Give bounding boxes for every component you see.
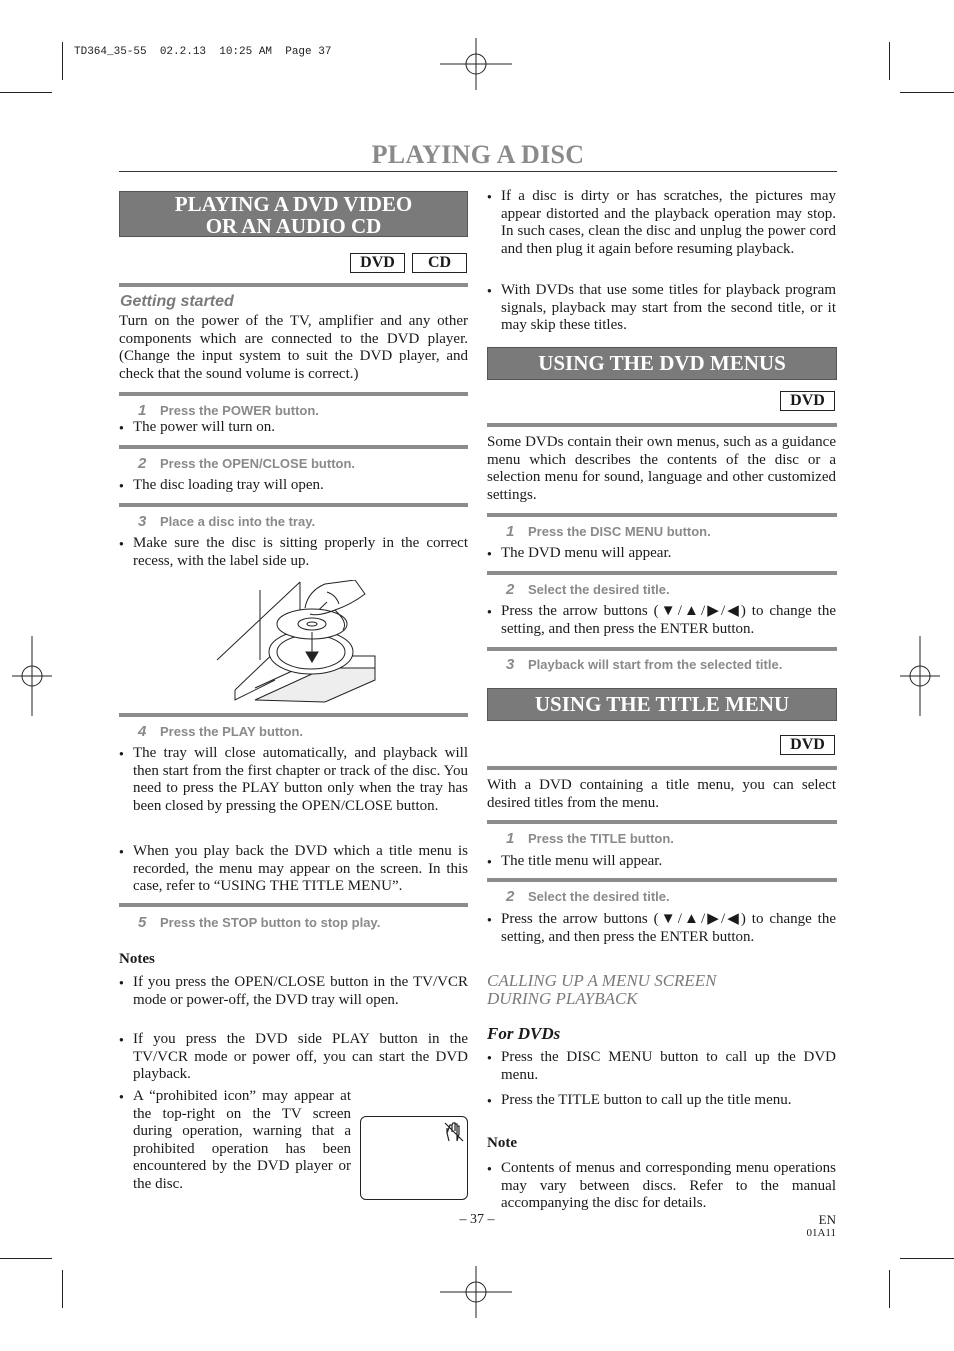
registration-mark-right — [900, 636, 940, 716]
step-text: Select the desired title. — [528, 889, 670, 904]
step-text: Press the TITLE button. — [528, 831, 674, 846]
crop-mark — [0, 1258, 52, 1259]
bullet: ● The DVD menu will appear. — [487, 545, 836, 563]
bullet: ● Press the DISC MENU button to call up the DVD menu. — [487, 1049, 836, 1084]
divider — [119, 392, 468, 396]
step-text: Press the PLAY button. — [160, 724, 304, 739]
disc-tray-illustration — [215, 580, 380, 705]
step-number: 1 — [506, 830, 515, 847]
bullet: ● The power will turn on. — [119, 419, 468, 437]
step-number: 4 — [138, 723, 147, 740]
step-1 — [138, 402, 319, 419]
note-item: ● If you press the DVD side PLAY button in the TV/VCR mode or power off, you can start the DVD playback. — [119, 1031, 468, 1084]
divider — [119, 283, 468, 287]
getting-started-heading: Getting started — [120, 293, 234, 310]
divider — [119, 903, 468, 907]
page-number: – 37 – — [459, 1212, 495, 1227]
bullet: ● The tray will close automatically, and playback will then start from the first chapter or track of the disc. You need to press the PLAY button only when the tray has been closed by pressing the OPEN/CLOSE button. — [119, 745, 468, 815]
crop-mark — [889, 42, 890, 80]
dvd-badge: DVD — [350, 253, 405, 273]
bullet: ● The disc loading tray will open. — [119, 477, 468, 495]
divider — [487, 766, 837, 770]
crop-mark — [900, 92, 954, 93]
crop-mark — [0, 92, 52, 93]
prohibited-hand-icon — [444, 1121, 464, 1143]
banner-line: OR AN AUDIO CD — [205, 214, 382, 238]
registration-mark-left — [12, 636, 52, 716]
bullet: ● Press the arrow buttons (▼/▲/▶/◀) to change the setting, and then press the ENTER button. — [487, 911, 836, 946]
bullet: ● The title menu will appear. — [487, 853, 836, 871]
crop-mark — [62, 42, 63, 80]
note-item: ● Contents of menus and corresponding menu operations may vary between discs. Refer to the manual accompanying the disc for details. — [487, 1160, 836, 1213]
step-3 — [138, 513, 315, 530]
notes-heading: Notes — [119, 951, 155, 967]
step-number: 3 — [506, 656, 515, 673]
title-menu-step-1 — [506, 830, 674, 847]
step-number: 1 — [506, 523, 515, 540]
note-item: ● A “prohibited icon” may appear at the top-right on the TV screen during operation, warning that a prohibited operation has been encountered by the DVD player or the disc. — [119, 1088, 351, 1194]
divider — [119, 445, 468, 449]
step-text: Select the desired title. — [528, 582, 670, 597]
dvd-badge: DVD — [780, 735, 835, 755]
calling-up-line: CALLING UP A MENU SCREEN — [487, 971, 717, 990]
step-2 — [138, 455, 355, 472]
cd-badge: CD — [412, 253, 467, 273]
step-number: 2 — [138, 455, 147, 472]
calling-up-heading — [487, 972, 836, 1008]
step-5 — [138, 914, 380, 931]
step-text: Press the OPEN/CLOSE button. — [160, 456, 356, 471]
bullet: ● Make sure the disc is sitting properly in the correct recess, with the label side up. — [119, 535, 468, 570]
dvd-menus-step-2 — [506, 581, 670, 598]
page-title: PLAYING A DISC — [371, 140, 585, 169]
divider — [487, 878, 837, 882]
dvd-menus-intro: Some DVDs contain their own menus, such as a guidance menu which describes the contents of the disc or a selection menu for sound, language and other customized settings. — [487, 434, 836, 503]
divider — [487, 423, 837, 427]
registration-mark-top — [440, 38, 512, 90]
doc-code: 01A11 — [806, 1227, 836, 1239]
title-menu-intro: With a DVD containing a title menu, you can select desired titles from the menu. — [487, 777, 836, 811]
bullet: ● When you play back the DVD which a title menu is recorded, the menu may appear on the screen. In this case, refer to “USING THE TITLE MENU”. — [119, 843, 468, 896]
dvd-menus-step-3 — [506, 656, 782, 673]
dvd-badge: DVD — [780, 391, 835, 411]
tv-screen — [360, 1116, 468, 1200]
step-number: 2 — [506, 581, 515, 598]
title-menu-step-2 — [506, 888, 670, 905]
divider — [119, 503, 468, 507]
step-text: Press the POWER button. — [160, 403, 319, 418]
section-banner-title-menu: USING THE TITLE MENU — [487, 688, 837, 721]
step-text: Press the STOP button to stop play. — [160, 915, 381, 930]
crop-mark — [900, 1258, 954, 1259]
registration-mark-bottom — [440, 1266, 512, 1318]
step-number: 1 — [138, 402, 147, 419]
divider — [119, 713, 468, 717]
dvd-menus-step-1 — [506, 523, 711, 540]
intro-paragraph: Turn on the power of the TV, amplifier and any other components which are connected to the DVD player. (Change the input system to suit the DVD player, and check that the sound volume is correct.) — [119, 313, 468, 382]
title-rule — [119, 171, 837, 172]
section-banner-playing — [119, 191, 468, 237]
step-text: Press the DISC MENU button. — [528, 524, 711, 539]
print-slug: TD364_35-55 02.2.13 10:25 AM Page 37 — [74, 46, 332, 58]
divider — [487, 820, 837, 824]
step-number: 2 — [506, 888, 515, 905]
note-heading: Note — [487, 1135, 517, 1151]
calling-up-line: DURING PLAYBACK — [487, 989, 638, 1008]
bullet: ● Press the TITLE button to call up the title menu. — [487, 1092, 836, 1110]
step-number: 3 — [138, 513, 147, 530]
note-item: ● If you press the OPEN/CLOSE button in the TV/VCR mode or power-off, the DVD tray will open. — [119, 974, 468, 1009]
bullet: ● If a disc is dirty or has scratches, the pictures may appear distorted and the playback operation may stop. In such cases, clean the disc and unplug the power cord and then plug it again before resuming playback. — [487, 188, 836, 258]
crop-mark — [889, 1270, 890, 1308]
step-4 — [138, 723, 303, 740]
section-banner-dvd-menus: USING THE DVD MENUS — [487, 347, 837, 380]
bullet: ● Press the arrow buttons (▼/▲/▶/◀) to change the setting, and then press the ENTER button. — [487, 603, 836, 638]
step-number: 5 — [138, 914, 147, 931]
bullet: ● With DVDs that use some titles for playback program signals, playback may start from the second title, or it may skip these titles. — [487, 282, 836, 335]
crop-mark — [62, 1270, 63, 1308]
step-text: Place a disc into the tray. — [160, 514, 316, 529]
divider — [487, 647, 837, 651]
divider — [487, 513, 837, 517]
language-code: EN — [818, 1212, 836, 1227]
banner-line: PLAYING A DVD VIDEO — [174, 192, 413, 216]
step-text: Playback will start from the selected title. — [528, 657, 783, 672]
divider — [487, 571, 837, 575]
for-dvds-heading: For DVDs — [487, 1024, 561, 1043]
